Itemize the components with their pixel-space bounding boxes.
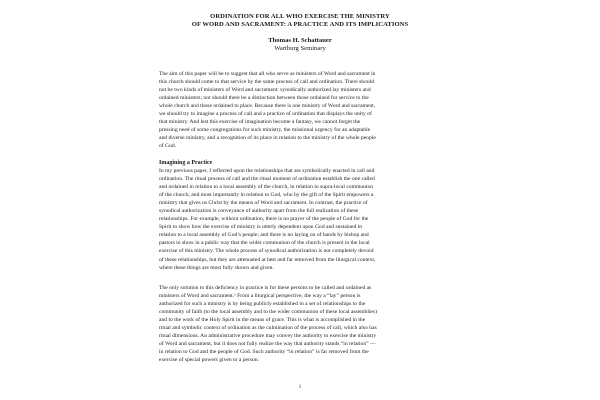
text-line: of God.: [159, 143, 177, 150]
text-line: ordination. The ritual process of call and the ritual moment of ordination establish the one called: [159, 176, 375, 183]
text-line: we should try to imagine a process of call and a practice of ordination that displays the unity of: [159, 111, 372, 118]
text-line: and ordained in relation to a local assembly of the church, in relation to supra-local communion: [159, 184, 374, 191]
text-line: Spirit to show how the exercise of ministry is utterly dependent upon God and sustained in: [159, 224, 363, 231]
paper-title-line-1: ORDINATION FOR ALL WHO EXERCISE THE MINISTRY: [210, 13, 390, 20]
text-line: ministers of Word and sacrament.¹ From a liturgical perspective, the way a “lay” person is: [159, 293, 361, 300]
text-line: not be two kinds of ministers of Word and sacrament: synodically authorized lay ministers and: [159, 87, 371, 94]
text-line: whole church and those ordained to place. Because there is one ministry of Word and sacrament,: [159, 103, 376, 110]
text-line: synodical authorization is conveyance of authority apart from the full realization of these: [159, 208, 359, 215]
text-line: relation to a local assembly of God’s people; and there is no laying on of hands by bishop and: [159, 232, 369, 239]
text-line: exercise of this ministry. The whole process of synodical authorization is not completely devoid: [159, 248, 374, 255]
text-line: ministry that gives us Christ by the means of Word and sacrament. In contrast, the practice of: [159, 200, 368, 207]
text-line: relationships. For example, without ordination, there is no prayer of the people of God for the: [159, 216, 369, 223]
text-line: of these relationships, but they are attenuated at best and far removed from the liturgical context,: [159, 256, 376, 263]
paper-title-line-2: OF WORD AND SACRAMENT: A PRACTICE AND ITS IMPLICATIONS: [191, 21, 409, 28]
section-heading: Imagining a Practice: [159, 160, 213, 166]
text-line: pressing need of some congregations for such ministry, the missional urgency for an adaptable: [159, 127, 371, 134]
abstract-paragraph: [159, 70, 446, 150]
text-line: and diverse ministry, and a recognition of its place in relation to the ministry of the whole people: [159, 135, 376, 142]
text-line: authorized for such a ministry is by being publicly established in a set of relationships to the: [159, 301, 366, 308]
author-name: Thomas H. Schattauer: [268, 37, 332, 44]
text-line: of Word and sacrament, but it does not fully realize the way that authority stands “in relation” —: [159, 341, 376, 348]
text-line: ritual dimensions. An administrative procedure may convey the authority to exercise the ministry: [159, 333, 377, 340]
text-line: in relation to God and the people of God. Such authority “in relation” is far removed from the: [159, 349, 369, 356]
text-line: where these things are most fully shown and given.: [159, 264, 274, 271]
page-number: 1: [298, 385, 302, 390]
text-line: pastors to show in a public way that the wider communion of the church is present in the local: [159, 240, 370, 247]
text-line: In my previous paper, I reflected upon the relationships that are symbolically enacted in call and: [159, 168, 375, 174]
text-line: The aim of this paper will be to suggest that all who serve as ministers of Word and sacrament in: [159, 71, 376, 77]
text-line: ritual and symbolic context of ordination as the culmination of the process of call, which also has: [159, 325, 377, 332]
abstract-block: [159, 70, 446, 150]
text-line: community of faith (to the local assembly and to the wider communion of these local assemblies): [159, 309, 377, 316]
text-line: and to the work of the Holy Spirit in the means of grace. This is what is accomplished in the: [159, 317, 366, 324]
body-paragraph: [159, 167, 446, 272]
text-line: this church should come to that service by the same process of call and ordination. There should: [159, 79, 375, 86]
text-line: that ministry. And lest this exercise of imagination become a fantasy, we cannot forget the: [159, 119, 361, 126]
text-line: The only solution to this deficiency in practice is for these persons to be called and ordained as: [159, 285, 372, 291]
section-imagining-a-practice: [159, 159, 446, 272]
text-line: of the church, and most importantly in relation to God, who by the gift of the Spirit empowers a: [159, 192, 374, 199]
text-line: exercise of special powers given to a person.: [159, 357, 260, 364]
author-affiliation: Wartburg Seminary: [274, 45, 326, 52]
body-paragraph: [159, 284, 446, 364]
text-line: ordained ministers; nor should there be a distinction between those ordained for service to the: [159, 95, 369, 102]
body-paragraph-block: [159, 284, 446, 364]
